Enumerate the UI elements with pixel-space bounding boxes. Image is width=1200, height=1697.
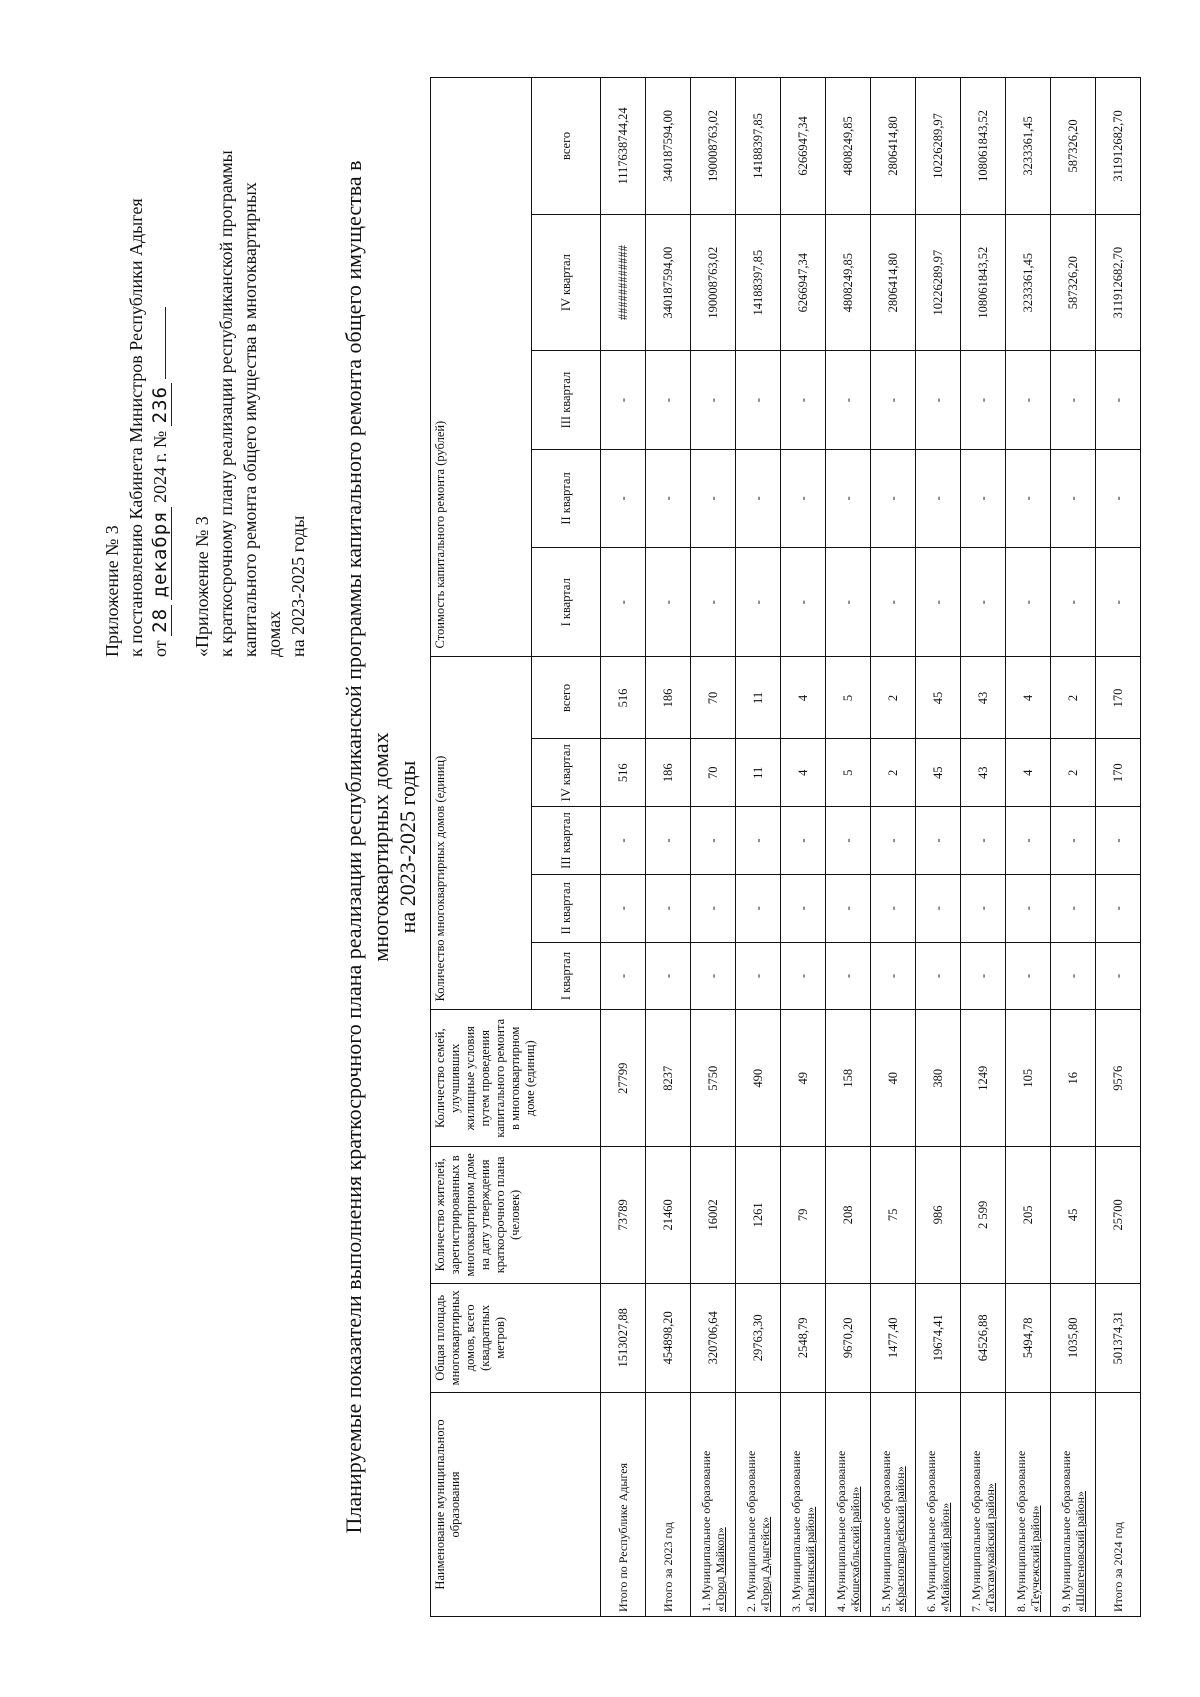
houses-q1-cell: - — [736, 942, 781, 1010]
municipality-cell — [871, 1392, 916, 1616]
cost-q1-cell: - — [1006, 548, 1051, 657]
cost-q2-cell: - — [961, 449, 1006, 547]
houses-q2-cell: - — [736, 874, 781, 942]
header-families: Количество семей, улучшивших жилищные условия путем проведения капитального ремонта в многоквартирном доме (единиц) — [431, 1010, 601, 1147]
houses-q3-cell: - — [826, 807, 871, 875]
cost-q3-cell: - — [961, 351, 1006, 449]
cost-total-cell: 1117638744,24 — [601, 78, 646, 215]
municipality-cell — [601, 1392, 646, 1616]
header-houses-q2: II квартал — [532, 874, 601, 942]
cost-total-cell: 2806414,80 — [871, 78, 916, 215]
houses-q3-cell: - — [601, 807, 646, 875]
houses-q3-cell: - — [1096, 807, 1141, 875]
cost-total-cell: 3233361,45 — [1006, 78, 1051, 215]
cost-q3-cell: - — [916, 351, 961, 449]
cost-q2-cell: - — [691, 449, 736, 547]
cost-q4-cell: ############ — [601, 214, 646, 351]
houses-total-cell: 186 — [646, 657, 691, 739]
houses-q4-cell: 2 — [1051, 739, 1096, 807]
houses-q4-cell: 70 — [691, 739, 736, 807]
houses-total-cell: 2 — [1051, 657, 1096, 739]
cost-q2-cell: - — [826, 449, 871, 547]
houses-q1-cell: - — [871, 942, 916, 1010]
municipality-cell — [1096, 1392, 1141, 1616]
houses-total-cell: 2 — [871, 657, 916, 739]
cost-q1-cell: - — [1096, 548, 1141, 657]
families-cell: 9576 — [1096, 1010, 1141, 1147]
houses-q2-cell: - — [826, 874, 871, 942]
families-cell: 158 — [826, 1010, 871, 1147]
appendix-number: Приложение № 3 — [102, 525, 122, 657]
title-line-1: Планируемые показатели выполнения краткосрочного плана реализации республиканской программы капитального ремонта общего имущества в — [341, 160, 366, 1534]
cost-q4-cell: 311912682,70 — [1096, 214, 1141, 351]
header-houses-group: Количество многоквартирных домов (единиц) — [431, 657, 532, 1010]
decree-reference: к постановлению Кабинета Министров Республики Адыгея — [126, 198, 146, 657]
total-area-cell: 9670,20 — [826, 1283, 871, 1392]
residents-cell: 73789 — [601, 1147, 646, 1284]
municipality-cell — [691, 1392, 736, 1616]
table-row — [916, 78, 961, 1617]
total-area-cell: 501374,31 — [1096, 1283, 1141, 1392]
table-row — [736, 78, 781, 1617]
total-area-cell: 1035,80 — [1051, 1283, 1096, 1392]
municipality-cell — [1006, 1392, 1051, 1616]
original-appendix-ref-2: капитального ремонта общего имущества в многоквартирных — [240, 182, 260, 657]
cost-q3-cell: - — [646, 351, 691, 449]
municipality-cell — [826, 1392, 871, 1616]
municipality-name-line-2: «Гиагинский район» — [803, 1506, 817, 1612]
houses-q1-cell: - — [1051, 942, 1096, 1010]
table-row — [601, 78, 646, 1617]
cost-q3-cell: - — [871, 351, 916, 449]
houses-q4-cell: 4 — [1006, 739, 1051, 807]
municipality-name-line-2: «Майкопский район» — [938, 1502, 952, 1612]
houses-q4-cell: 2 — [871, 739, 916, 807]
houses-q4-cell: 45 — [916, 739, 961, 807]
houses-q4-cell: 170 — [1096, 739, 1141, 807]
cost-q3-cell: - — [601, 351, 646, 449]
families-cell: 16 — [1051, 1010, 1096, 1147]
houses-q1-cell: - — [781, 942, 826, 1010]
header-residents: Количество жителей, зарегистрированных в многоквартирном доме на дату утверждения краткосрочного плана (человек) — [431, 1147, 601, 1284]
houses-total-cell: 516 — [601, 657, 646, 739]
houses-q4-cell: 516 — [601, 739, 646, 807]
residents-cell: 79 — [781, 1147, 826, 1284]
houses-q2-cell: - — [646, 874, 691, 942]
cost-q1-cell: - — [916, 548, 961, 657]
houses-q3-cell: - — [961, 807, 1006, 875]
header-houses-q1: I квартал — [532, 942, 601, 1010]
houses-q2-cell: - — [691, 874, 736, 942]
families-cell: 49 — [781, 1010, 826, 1147]
municipality-name-line-2: «Город Майкоп» — [713, 1527, 727, 1612]
original-appendix-number: «Приложение № 3 — [192, 516, 212, 657]
cost-q1-cell: - — [871, 548, 916, 657]
houses-total-cell: 4 — [781, 657, 826, 739]
residents-cell: 205 — [1006, 1147, 1051, 1284]
cost-q1-cell: - — [601, 548, 646, 657]
houses-q4-cell: 5 — [826, 739, 871, 807]
municipality-name-line-1: 9. Муниципальное образование — [1059, 1450, 1073, 1612]
cost-q2-cell: - — [736, 449, 781, 547]
cost-q3-cell: - — [1096, 351, 1141, 449]
residents-cell: 16002 — [691, 1147, 736, 1284]
cost-q2-cell: - — [1051, 449, 1096, 547]
table-row — [1051, 78, 1096, 1617]
houses-total-cell: 4 — [1006, 657, 1051, 739]
table-row — [781, 78, 826, 1617]
header-cost-total: всего — [532, 78, 601, 215]
handwritten-month: декабря — [149, 507, 172, 600]
municipality-name-line-2: «Красногвардейский район» — [893, 1466, 907, 1612]
cost-q1-cell: - — [646, 548, 691, 657]
residents-cell: 1261 — [736, 1147, 781, 1284]
cost-q3-cell: - — [736, 351, 781, 449]
municipality-name-line-2: «Тахтамукайский район» — [983, 1483, 997, 1612]
header-cost-q3: III квартал — [532, 351, 601, 449]
total-area-cell: 5494,78 — [1006, 1283, 1051, 1392]
houses-q3-cell: - — [736, 807, 781, 875]
cost-q1-cell: - — [736, 548, 781, 657]
table-row — [871, 78, 916, 1617]
houses-total-cell: 43 — [961, 657, 1006, 739]
table-row — [1006, 78, 1051, 1617]
houses-q1-cell: - — [916, 942, 961, 1010]
houses-total-cell: 70 — [691, 657, 736, 739]
handwritten-day: 28 — [149, 605, 172, 636]
houses-q4-cell: 186 — [646, 739, 691, 807]
houses-q2-cell: - — [916, 874, 961, 942]
houses-q1-cell: - — [961, 942, 1006, 1010]
houses-q1-cell: - — [1096, 942, 1141, 1010]
municipality-cell — [646, 1392, 691, 1616]
houses-q2-cell: - — [781, 874, 826, 942]
indicators-table — [430, 77, 1141, 1617]
original-appendix-ref-4: на 2023-2025 годы — [288, 515, 308, 657]
residents-cell: 25700 — [1096, 1147, 1141, 1284]
municipality-name-line-1: Итого за 2023 год — [661, 1522, 675, 1612]
houses-q1-cell: - — [1006, 942, 1051, 1010]
houses-total-cell: 5 — [826, 657, 871, 739]
municipality-name-line-1: 3. Муниципальное образование — [789, 1450, 803, 1612]
municipality-name-line-2: «Кошехабльский район» — [848, 1486, 862, 1612]
cost-total-cell: 190008763,02 — [691, 78, 736, 215]
original-appendix-ref-3: домах — [264, 610, 284, 657]
cost-q4-cell: 587326,20 — [1051, 214, 1096, 351]
cost-q3-cell: - — [781, 351, 826, 449]
original-appendix-ref-1: к краткосрочному плану реализации республиканской программы — [216, 150, 236, 657]
municipality-name-line-1: 6. Муниципальное образование — [924, 1450, 938, 1612]
cost-q2-cell: - — [1096, 449, 1141, 547]
header-cost-group: Стоимость капитального ремонта (рублей) — [431, 78, 532, 657]
cost-q1-cell: - — [691, 548, 736, 657]
houses-q4-cell: 43 — [961, 739, 1006, 807]
cost-q2-cell: - — [601, 449, 646, 547]
table-row — [691, 78, 736, 1617]
cost-q4-cell: 3233361,45 — [1006, 214, 1051, 351]
families-cell: 27799 — [601, 1010, 646, 1147]
cost-q2-cell: - — [781, 449, 826, 547]
cost-q2-cell: - — [916, 449, 961, 547]
cost-q1-cell: - — [826, 548, 871, 657]
cost-q1-cell: - — [781, 548, 826, 657]
cost-q3-cell: - — [1006, 351, 1051, 449]
cost-total-cell: 6266947,34 — [781, 78, 826, 215]
families-cell: 490 — [736, 1010, 781, 1147]
houses-q1-cell: - — [646, 942, 691, 1010]
total-area-cell: 64526,88 — [961, 1283, 1006, 1392]
handwritten-number: 236 — [149, 383, 172, 426]
houses-q1-cell: - — [691, 942, 736, 1010]
decree-year: 2024 г. № — [150, 430, 170, 503]
cost-total-cell: 587326,20 — [1051, 78, 1096, 215]
header-houses-q3: III квартал — [532, 807, 601, 875]
table-row — [1096, 78, 1141, 1617]
cost-q4-cell: 6266947,34 — [781, 214, 826, 351]
houses-q2-cell: - — [871, 874, 916, 942]
cost-q4-cell: 108061843,52 — [961, 214, 1006, 351]
municipality-name-line-1: 8. Муниципальное образование — [1014, 1450, 1028, 1612]
cost-total-cell: 10226289,97 — [916, 78, 961, 215]
header-cost-q2: II квартал — [532, 449, 601, 547]
residents-cell: 208 — [826, 1147, 871, 1284]
cost-q2-cell: - — [871, 449, 916, 547]
houses-total-cell: 45 — [916, 657, 961, 739]
table-body — [601, 78, 1141, 1617]
municipality-name-line-1: 2. Муниципальное образование — [744, 1450, 758, 1612]
municipality-cell — [736, 1392, 781, 1616]
houses-q2-cell: - — [1096, 874, 1141, 942]
cost-q1-cell: - — [961, 548, 1006, 657]
municipality-name-line-1: 7. Муниципальное образование — [969, 1450, 983, 1612]
title-line-2: многоквартирных домах — [368, 732, 393, 962]
houses-q2-cell: - — [1006, 874, 1051, 942]
municipality-name-line-1: Итого за 2024 год — [1111, 1522, 1125, 1612]
table-row — [826, 78, 871, 1617]
municipality-name-line-1: Итого по Республике Адыгея — [616, 1462, 630, 1612]
families-cell: 8237 — [646, 1010, 691, 1147]
signature-underline — [149, 307, 166, 379]
cost-q4-cell: 340187594,00 — [646, 214, 691, 351]
municipality-name-line-1: 1. Муниципальное образование — [699, 1450, 713, 1612]
houses-q3-cell: - — [871, 807, 916, 875]
residents-cell: 75 — [871, 1147, 916, 1284]
total-area-cell: 2548,79 — [781, 1283, 826, 1392]
cost-q4-cell: 14188397,85 — [736, 214, 781, 351]
cost-total-cell: 311912682,70 — [1096, 78, 1141, 215]
decree-date-line — [148, 37, 172, 657]
houses-total-cell: 170 — [1096, 657, 1141, 739]
document-title — [340, 117, 421, 1577]
cost-q3-cell: - — [691, 351, 736, 449]
municipality-cell — [1051, 1392, 1096, 1616]
municipality-cell — [781, 1392, 826, 1616]
cost-total-cell: 340187594,00 — [646, 78, 691, 215]
residents-cell: 2 599 — [961, 1147, 1006, 1284]
families-cell: 40 — [871, 1010, 916, 1147]
municipality-cell — [916, 1392, 961, 1616]
cost-total-cell: 4808249,85 — [826, 78, 871, 215]
total-area-cell: 454898,20 — [646, 1283, 691, 1392]
houses-q2-cell: - — [961, 874, 1006, 942]
houses-q3-cell: - — [781, 807, 826, 875]
houses-q3-cell: - — [646, 807, 691, 875]
houses-q4-cell: 4 — [781, 739, 826, 807]
total-area-cell: 29763,30 — [736, 1283, 781, 1392]
municipality-name-line-2: «Теучежский район» — [1028, 1505, 1042, 1612]
total-area-cell: 1477,40 — [871, 1283, 916, 1392]
table-row — [646, 78, 691, 1617]
houses-q1-cell: - — [601, 942, 646, 1010]
families-cell: 105 — [1006, 1010, 1051, 1147]
houses-q3-cell: - — [916, 807, 961, 875]
residents-cell: 21460 — [646, 1147, 691, 1284]
total-area-cell: 1513027,88 — [601, 1283, 646, 1392]
table-row — [961, 78, 1006, 1617]
residents-cell: 986 — [916, 1147, 961, 1284]
header-total-area: Общая площадь многоквартирных домов, всего (квадратных метров) — [431, 1283, 601, 1392]
cost-q2-cell: - — [1006, 449, 1051, 547]
header-cost-q1: I квартал — [532, 548, 601, 657]
cost-q1-cell: - — [1051, 548, 1096, 657]
houses-q2-cell: - — [1051, 874, 1096, 942]
header-houses-total: всего — [532, 657, 601, 739]
houses-q3-cell: - — [1006, 807, 1051, 875]
houses-q3-cell: - — [1051, 807, 1096, 875]
municipality-name-line-2: «Шовгеновский район» — [1073, 1490, 1087, 1612]
cost-total-cell: 14188397,85 — [736, 78, 781, 215]
date-prefix: от — [150, 640, 170, 657]
families-cell: 380 — [916, 1010, 961, 1147]
houses-total-cell: 11 — [736, 657, 781, 739]
cost-q4-cell: 10226289,97 — [916, 214, 961, 351]
houses-q2-cell: - — [601, 874, 646, 942]
cost-q4-cell: 4808249,85 — [826, 214, 871, 351]
municipality-name-line-1: 5. Муниципальное образование — [879, 1450, 893, 1612]
cost-q3-cell: - — [826, 351, 871, 449]
cost-q4-cell: 2806414,80 — [871, 214, 916, 351]
total-area-cell: 320706,64 — [691, 1283, 736, 1392]
residents-cell: 45 — [1051, 1147, 1096, 1284]
cost-q4-cell: 190008763,02 — [691, 214, 736, 351]
cost-total-cell: 108061843,52 — [961, 78, 1006, 215]
cost-q3-cell: - — [1051, 351, 1096, 449]
header-municipality: Наименование муниципального образования — [431, 1392, 601, 1616]
families-cell: 5750 — [691, 1010, 736, 1147]
municipality-name-line-1: 4. Муниципальное образование — [834, 1450, 848, 1612]
header-houses-q4: IV квартал — [532, 739, 601, 807]
cost-q2-cell: - — [646, 449, 691, 547]
title-line-3: на 2023-2025 годы — [395, 760, 420, 934]
appendix-header — [100, 37, 310, 657]
municipality-cell — [961, 1392, 1006, 1616]
header-cost-q4: IV квартал — [532, 214, 601, 351]
municipality-name-line-2: «Город Адыгейск» — [758, 1516, 772, 1612]
houses-q4-cell: 11 — [736, 739, 781, 807]
houses-q3-cell: - — [691, 807, 736, 875]
families-cell: 1249 — [961, 1010, 1006, 1147]
houses-q1-cell: - — [826, 942, 871, 1010]
total-area-cell: 19674,41 — [916, 1283, 961, 1392]
